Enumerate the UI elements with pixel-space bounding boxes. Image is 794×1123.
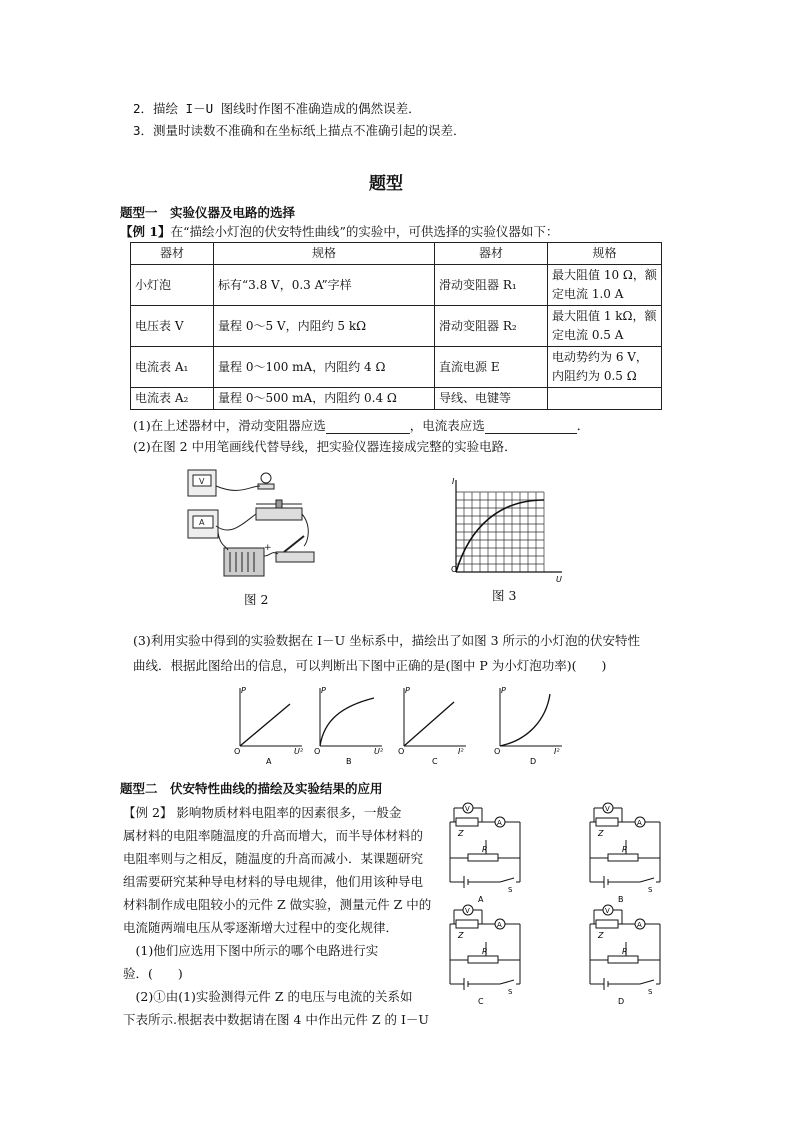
example2-text xyxy=(123,801,431,1031)
example2-line: 材料制作成电阻较小的元件 Z 做实验，测量元件 Z 中的 xyxy=(123,897,432,912)
origin-label: O xyxy=(451,565,458,574)
svg-text:U²: U² xyxy=(294,747,304,756)
table-cell: 量程 0～100 mA，内阻约 4 Ω xyxy=(214,347,435,388)
svg-text:A: A xyxy=(497,921,502,929)
question-2: (2)在图 2 中用笔画线代替导线，把实验仪器连接成完整的实验电路． xyxy=(133,439,517,454)
example2-line: (2)①由(1)实验测得元件 Z 的电压与电流的关系如 xyxy=(123,989,413,1004)
example1-intro xyxy=(120,222,558,240)
example2-line: 【例 2】 影响物质材料电阻率的因素很多，一般金 xyxy=(123,805,402,820)
example2-line: 组需要研究某种导电材料的导电规律，他们用该种导电 xyxy=(123,874,424,889)
table-cell: 最大阻值 1 kΩ，额定电流 0.5 A xyxy=(548,306,662,347)
svg-text:O: O xyxy=(234,747,241,756)
svg-text:Z: Z xyxy=(458,829,464,838)
switch-icon xyxy=(276,552,314,562)
svg-text:A: A xyxy=(637,819,642,827)
option-c-graph xyxy=(398,686,466,766)
table-cell: 量程 0～500 mA，内阻约 0.4 Ω xyxy=(214,388,435,410)
question-1-part-c: ． xyxy=(576,418,590,433)
type1-heading: 题型一 实验仪器及电路的选择 xyxy=(120,205,296,220)
svg-text:V: V xyxy=(465,805,470,813)
svg-text:U²: U² xyxy=(374,747,384,756)
svg-text:P: P xyxy=(501,686,506,695)
svg-text:Z: Z xyxy=(458,931,464,940)
table-cell: 标有“3.8 V，0.3 A”字样 xyxy=(214,265,435,306)
type2-heading: 题型二 伏安特性曲线的描绘及实验结果的应用 xyxy=(120,781,383,796)
rheostat-icon xyxy=(256,508,302,520)
circuit-d xyxy=(590,905,660,1006)
option-b-label: B xyxy=(346,757,352,766)
table-row xyxy=(131,388,662,410)
table-cell: 电流表 A₁ xyxy=(131,347,214,388)
option-a-label: A xyxy=(266,757,272,766)
circuit-d-label: D xyxy=(618,997,625,1006)
table-cell: 直流电源 E xyxy=(435,347,548,388)
question-1-part-b: ，电流表应选 xyxy=(409,418,485,433)
error-line-3: 3．测量时读数不准确和在坐标纸上描点不准确引起的误差． xyxy=(133,123,466,138)
table-cell: 电动势约为 6 V，内阻约为 0.5 Ω xyxy=(548,347,662,388)
circuit-a-label: A xyxy=(478,895,484,904)
table-cell: 导线、电键等 xyxy=(435,388,548,410)
svg-text:V: V xyxy=(605,907,610,915)
table-row xyxy=(131,347,662,388)
table-cell: 滑动变阻器 R₂ xyxy=(435,306,548,347)
svg-text:S: S xyxy=(648,886,653,894)
svg-text:R: R xyxy=(482,947,488,956)
example2-line: 电阻率则与之相反，随温度的升高而减小．某课题研究 xyxy=(123,851,424,866)
svg-text:O: O xyxy=(494,747,501,756)
option-c-label: C xyxy=(432,757,438,766)
option-d-label: D xyxy=(530,757,537,766)
svg-text:Z: Z xyxy=(598,829,604,838)
table-cell: 滑动变阻器 R₁ xyxy=(435,265,548,306)
svg-text:A: A xyxy=(637,921,642,929)
svg-text:S: S xyxy=(648,988,653,996)
option-a-graph xyxy=(234,686,304,766)
circuit-options xyxy=(440,800,670,1010)
example2-line: 验．( ) xyxy=(123,966,183,981)
example2-line: 属材料的电阻率随温度的升高而增大，而半导体材料的 xyxy=(123,828,424,843)
svg-text:P: P xyxy=(241,686,246,695)
table-cell: 电流表 A₂ xyxy=(131,388,214,410)
question-3-line-1: (3)利用实验中得到的实验数据在 I－U 坐标系中，描绘出了如图 3 所示的小灯泡的伏安特性 xyxy=(133,633,641,648)
iu-curve xyxy=(456,500,544,572)
table-header: 规格 xyxy=(214,243,435,265)
section-title: 题型 xyxy=(369,174,403,194)
table-header: 器材 xyxy=(131,243,214,265)
svg-text:O: O xyxy=(314,747,321,756)
svg-text:A: A xyxy=(199,518,205,527)
table-cell xyxy=(548,388,662,410)
power-option-graphs xyxy=(228,684,568,768)
svg-text:R: R xyxy=(482,845,488,854)
figure-3-iu-curve xyxy=(440,476,570,586)
table-row xyxy=(131,306,662,347)
table-cell: 量程 0～5 V，内阻约 5 kΩ xyxy=(214,306,435,347)
example2-line: 下表所示.根据表中数据请在图 4 中作出元件 Z 的 I－U xyxy=(123,1012,429,1027)
figure-3-caption: 图 3 xyxy=(492,588,517,603)
table-row xyxy=(131,265,662,306)
example2-line: (1)他们应选用下图中所示的哪个电路进行实 xyxy=(123,943,379,958)
equipment-table xyxy=(130,242,662,410)
figure-2-caption: 图 2 xyxy=(244,592,269,607)
option-d-graph xyxy=(494,686,562,766)
table-cell: 最大阻值 10 Ω，额定电流 1.0 A xyxy=(548,265,662,306)
answer-blank-ammeter[interactable] xyxy=(485,419,577,434)
svg-text:I²: I² xyxy=(554,747,560,756)
u-axis-label: U xyxy=(556,575,562,584)
circuit-b-label: B xyxy=(618,895,624,904)
svg-text:Z: Z xyxy=(598,931,604,940)
example2-line: 电流随两端电压从零逐渐增大过程中的变化规律． xyxy=(123,920,399,935)
bulb-icon xyxy=(261,473,271,483)
i-axis-label: I xyxy=(452,477,455,486)
error-line-2: 2．描绘 I－U 图线时作图不准确造成的偶然误差． xyxy=(133,101,421,116)
svg-text:I²: I² xyxy=(458,747,464,756)
svg-text:S: S xyxy=(508,886,513,894)
svg-text:P: P xyxy=(321,686,326,695)
svg-text:P: P xyxy=(405,686,410,695)
example1-label: 【例 1】 xyxy=(120,224,171,239)
svg-text:V: V xyxy=(465,907,470,915)
table-header: 规格 xyxy=(548,243,662,265)
table-header: 器材 xyxy=(435,243,548,265)
svg-text:A: A xyxy=(497,819,502,827)
svg-text:S: S xyxy=(508,988,513,996)
svg-text:V: V xyxy=(199,477,205,486)
svg-text:R: R xyxy=(622,845,628,854)
circuit-b xyxy=(590,803,660,904)
table-cell: 小灯泡 xyxy=(131,265,214,306)
answer-blank-rheostat[interactable] xyxy=(326,419,410,434)
figure-2-apparatus xyxy=(180,466,330,584)
circuit-c-label: C xyxy=(478,997,484,1006)
svg-text:V: V xyxy=(605,805,610,813)
example1-text: 在“描绘小灯泡的伏安特性曲线”的实验中，可供选择的实验仪器如下： xyxy=(170,224,559,239)
question-1-part-a: (1)在上述器材中，滑动变阻器应选 xyxy=(133,418,326,433)
svg-text:O: O xyxy=(398,747,405,756)
svg-text:+: + xyxy=(264,543,272,553)
question-3-line-2: 曲线．根据此图给出的信息，可以判断出下图中正确的是(图中 P 为小灯泡功率)( ) xyxy=(133,658,607,673)
question-1 xyxy=(133,416,589,434)
circuit-c xyxy=(450,905,520,1006)
option-b-graph xyxy=(314,686,384,766)
table-header-row xyxy=(131,243,662,265)
svg-text:R: R xyxy=(622,947,628,956)
circuit-a xyxy=(450,803,520,904)
table-cell: 电压表 V xyxy=(131,306,214,347)
